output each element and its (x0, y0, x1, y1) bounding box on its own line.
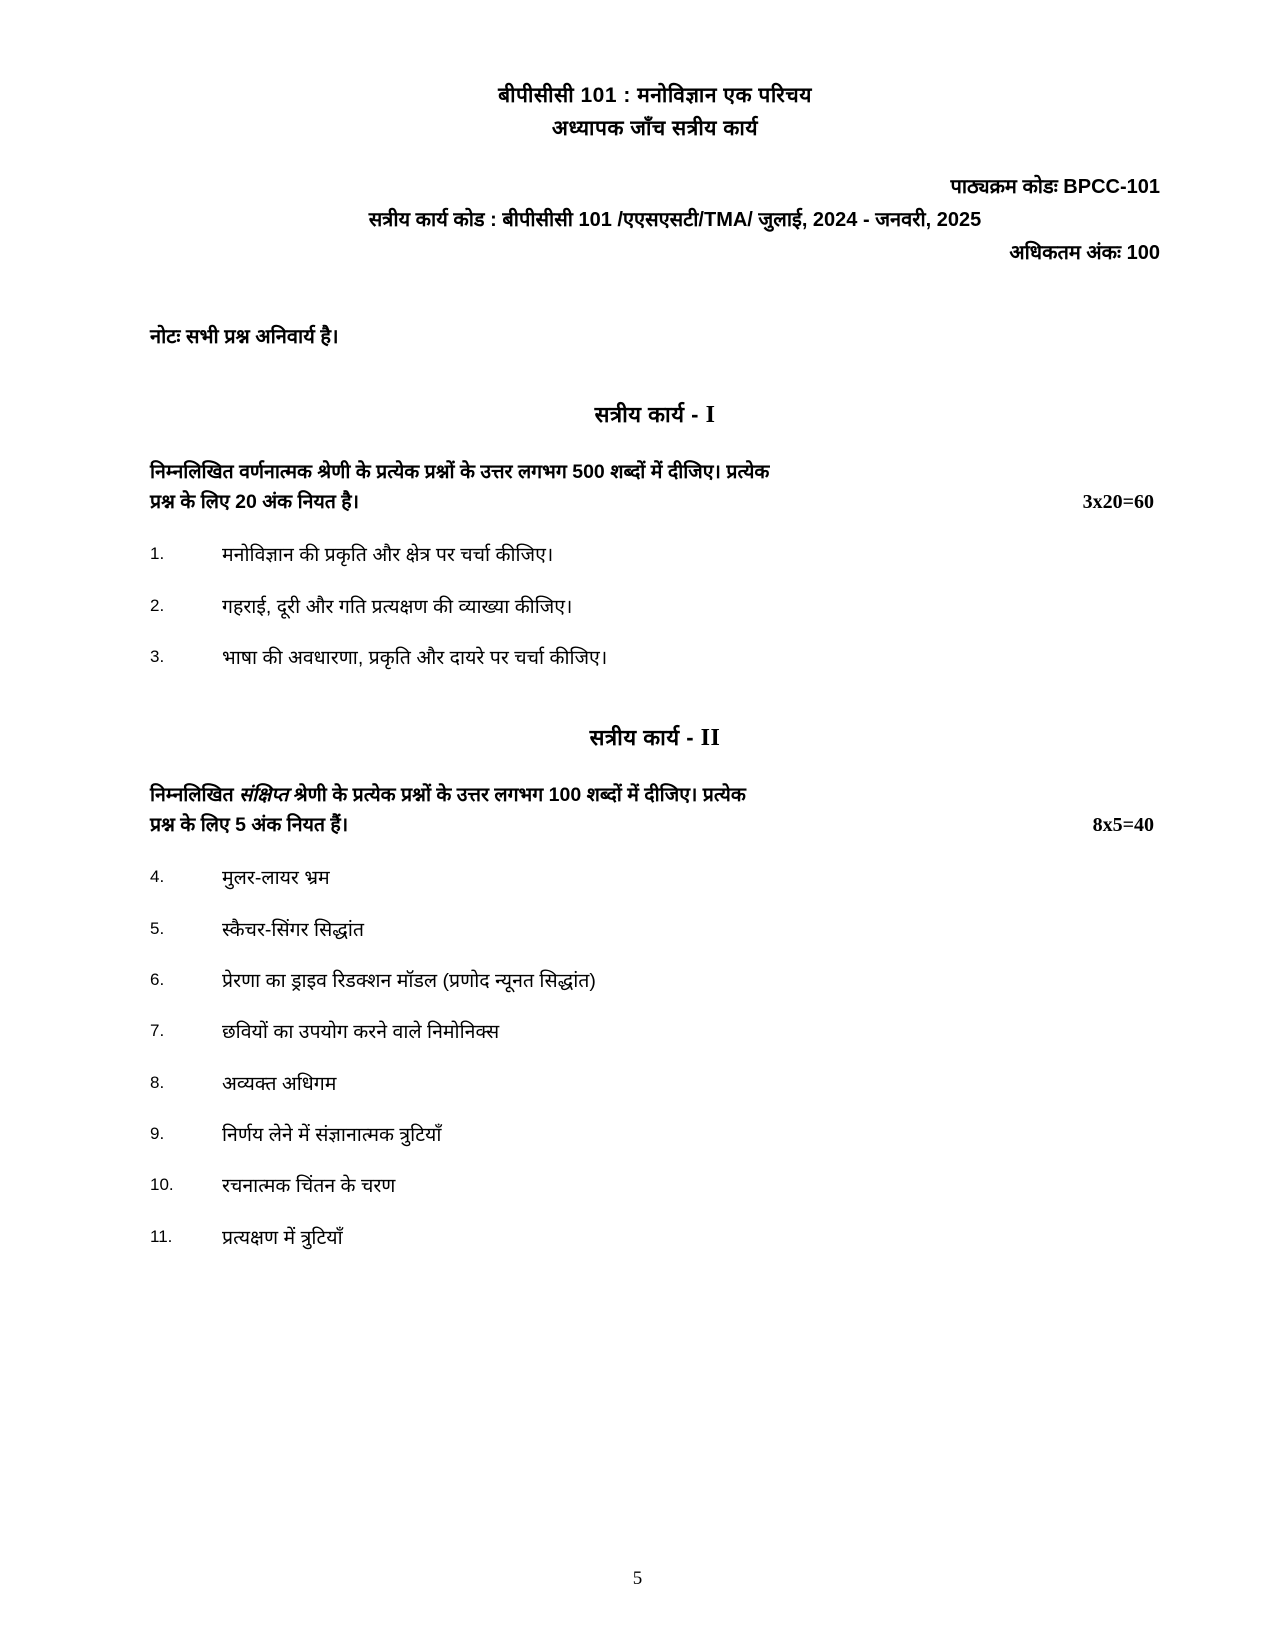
question-text: मनोविज्ञान की प्रकृति और क्षेत्र पर चर्चा कीजिए। (222, 544, 554, 567)
list-item (150, 594, 1160, 621)
section-2-instruction-italic: संक्षिप्त (239, 784, 289, 807)
question-text: स्कैचर-सिंगर सिद्धांत (222, 918, 364, 941)
list-item (150, 1225, 1160, 1252)
section-1-question-list (150, 542, 1160, 672)
maximum-marks: अधिकतम अंकः 100 (1009, 242, 1160, 265)
section-2-instructions (150, 780, 1160, 841)
question-number: 11. (150, 1226, 173, 1246)
question-text: निर्णय लेने में संज्ञानात्मक त्रुटियाँ (222, 1123, 442, 1146)
section-2-instruction-line-2-row (150, 810, 1160, 841)
section-2-question-list (150, 865, 1160, 1251)
section-heading-2 (150, 722, 1160, 752)
section-2-instruction-line-2: प्रश्न के लिए 5 अंक नियत हैं। (150, 814, 349, 837)
section-1-instruction-line-2-row (150, 487, 1160, 518)
section-heading-1 (150, 399, 1160, 429)
list-item (150, 1019, 1160, 1046)
question-text: प्रत्यक्षण में त्रुटियाँ (222, 1226, 343, 1249)
course-code: पाठ्यक्रम कोडः BPCC-101 (950, 176, 1160, 199)
section-heading-1-roman: I (705, 402, 716, 429)
question-text: मुलर-लायर भ्रम (222, 867, 330, 890)
question-number: 5. (150, 918, 165, 938)
question-number: 10. (150, 1175, 174, 1195)
section-2-instruction-line-1 (150, 780, 1160, 810)
section-2-instruction-suffix: श्रेणी के प्रत्येक प्रश्नों के उत्तर लगभग 100 शब्दों में दीजिए। प्रत्येक (288, 784, 746, 807)
question-number: 9. (150, 1123, 165, 1143)
section-2-instruction-prefix: निम्नलिखित (150, 784, 240, 807)
list-item (150, 542, 1160, 569)
list-item (150, 1071, 1160, 1098)
assignment-code: सत्रीय कार्य कोड : बीपीसीसी 101 /एएसएसटी/TMA/ जुलाई, 2024 - जनवरी, 2025 (368, 209, 982, 232)
question-number: 3. (150, 646, 165, 666)
section-1-marks: 3x20=60 (1082, 491, 1154, 514)
section-2-marks: 8x5=40 (1092, 814, 1154, 837)
question-text: गहराई, दूरी और गति प्रत्यक्षण की व्याख्या कीजिए। (222, 595, 573, 618)
question-text: प्रेरणा का ड्राइव रिडक्शन मॉडल (प्रणोद न्यूनत सिद्धांत) (222, 970, 596, 993)
question-number: 2. (150, 595, 165, 615)
question-number: 6. (150, 970, 165, 990)
page-number: 5 (632, 1568, 643, 1589)
question-text: छवियों का उपयोग करने वाले निमोनिक्स (222, 1021, 500, 1044)
section-heading-2-roman: II (700, 725, 721, 752)
document-header (150, 80, 1160, 145)
question-number: 4. (150, 867, 165, 887)
question-text: रचनात्मक चिंतन के चरण (222, 1175, 396, 1198)
question-number: 8. (150, 1072, 165, 1092)
list-item (150, 1173, 1160, 1200)
note-text: नोटः सभी प्रश्न अनिवार्य है। (150, 326, 339, 349)
list-item (150, 865, 1160, 892)
section-heading-2-label: सत्रीय कार्य - (589, 725, 701, 751)
question-text: भाषा की अवधारणा, प्रकृति और दायरे पर चर्चा कीजिए। (222, 646, 608, 669)
course-code-block (150, 171, 1160, 270)
list-item (150, 1122, 1160, 1149)
list-item (150, 645, 1160, 672)
section-heading-1-label: सत्रीय कार्य - (594, 402, 706, 428)
section-1-instruction-line-1: निम्नलिखित वर्णनात्मक श्रेणी के प्रत्येक प्रश्नों के उत्तर लगभग 500 शब्दों में दीजिए। प्रत्येक (150, 461, 770, 484)
question-text: अव्यक्त अधिगम (222, 1072, 337, 1095)
course-title-line-2: अध्यापक जाँच सत्रीय कार्य (551, 116, 759, 140)
question-number: 1. (150, 544, 165, 564)
question-number: 7. (150, 1021, 165, 1041)
list-item (150, 917, 1160, 944)
course-title-line-1: बीपीसीसी 101 : मनोविज्ञान एक परिचय (498, 84, 812, 107)
list-item (150, 968, 1160, 995)
section-1-instructions (150, 457, 1160, 518)
section-1-instruction-line-2: प्रश्न के लिए 20 अंक नियत है। (150, 491, 360, 514)
